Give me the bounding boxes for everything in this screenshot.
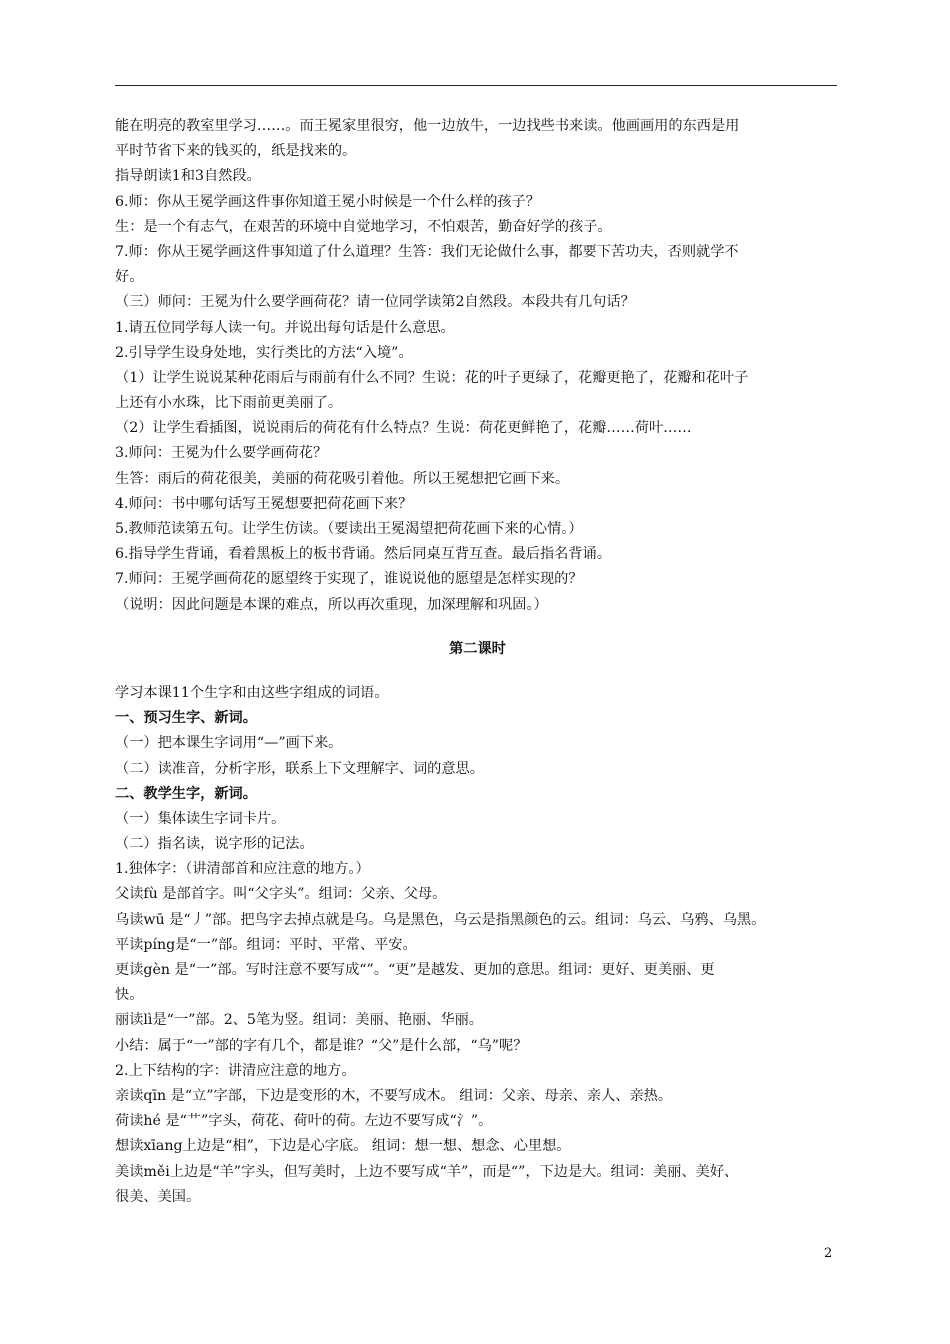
header-rule — [115, 85, 837, 86]
text-line: （一）集体读生字词卡片。 — [115, 810, 286, 827]
text-line: 3.师问：王冕为什么要学画荷花？ — [115, 445, 328, 462]
text-line: 丽读lì是“一”部。2、5笔为竖。组词：美丽、艳丽、华丽。 — [115, 1012, 483, 1029]
text-line: 更读gèn 是“一”部。写时注意不要写成“”。“更”是越发、更加的意思。组词：更好、更美丽、更 — [115, 962, 715, 978]
text-line: 4.师问：书中哪句话写王冕想要把荷花画下来？ — [115, 495, 413, 512]
step-heading: 一、预习生字、新词。 — [115, 710, 257, 727]
text-line: 荷读hé 是“艹”字头，荷花、荷叶的荷。左边不要写成“氵”。 — [115, 1113, 493, 1130]
text-line: 6.师：你从王冕学画这件事你知道王冕小时候是一个什么样的孩子？ — [115, 193, 540, 210]
text-line: （2）让学生看插图，说说雨后的荷花有什么特点？生说：荷花更鲜艳了，花瓣……荷叶…… — [115, 420, 692, 437]
text-line: 快。 — [115, 987, 144, 1004]
text-line: 美读měi上边是“羊”字头，但写美时，上边不要写成“羊”，而是“”，下边是大。组词：美丽、美好、 — [115, 1163, 739, 1180]
step-heading: 二、教学生字，新词。 — [115, 785, 257, 802]
document-body — [115, 114, 840, 1210]
text-line: 生答：雨后的荷花很美，美丽的荷花吸引着他。所以王冕想把它画下来。 — [115, 470, 570, 487]
text-line: 亲读qīn 是“立”字部，下边是变形的木，不要写成木。 组词：父亲、母亲、亲人、亲热。 — [115, 1087, 673, 1104]
text-line: 乌读wū 是“丿”部。把鸟字去掉点就是乌。乌是黑色，乌云是指黑颜色的云。组词：乌云、乌鸦、乌黑。 — [115, 911, 766, 928]
text-line: 父读fù 是部首字。叫“父字头”。组词：父亲、父母。 — [115, 886, 447, 903]
text-line: 2.上下结构的字：讲清应注意的地方。 — [115, 1062, 356, 1079]
section-heading: 第二课时 — [449, 640, 506, 657]
text-line: 生：是一个有志气，在艰苦的环境中自觉地学习，不怕艰苦，勤奋好学的孩子。 — [115, 218, 612, 235]
text-line: （二）读准音，分析字形，联系上下文理解字、词的意思。 — [115, 760, 484, 777]
text-line: 想读xīang上边是“相”，下边是心字底。 组词：想一想、想念、心里想。 — [115, 1138, 571, 1155]
text-line: 1.独体字：（讲清部首和应注意的地方。） — [115, 861, 370, 878]
text-line: （一）把本课生字词用“—”画下来。 — [115, 735, 343, 752]
text-line: 很美、美国。 — [115, 1188, 201, 1205]
text-line: （三）师问：王冕为什么要学画荷花？请一位同学读第2自然段。本段共有几句话？ — [115, 294, 635, 311]
page-number: 2 — [824, 1246, 833, 1261]
text-line: 能在明亮的教室里学习……。而王冕家里很穷，他一边放牛，一边找些书来读。他画画用的东西是用 — [115, 118, 740, 134]
text-line: 1.请五位同学每人读一句。并说出每句话是什么意思。 — [115, 319, 455, 336]
text-line: 5.教师范读第五句。让学生仿读。（要读出王冕渴望把荷花画下来的心情。） — [115, 521, 583, 537]
text-line: 平读píng是“一”部。组词：平时、平常、平安。 — [115, 936, 417, 953]
text-line: 7.师：你从王冕学画这件事知道了什么道理？生答：我们无论做什么事，都要下苦功夫，否则就学不 — [115, 243, 739, 260]
text-line: 学习本课11个生字和由这些字组成的词语。 — [115, 684, 389, 701]
text-line: 2.引导学生设身处地，实行类比的方法“入境”。 — [115, 344, 413, 361]
text-line: 上还有小水珠，比下雨前更美丽了。 — [115, 395, 343, 412]
text-line: （1）让学生说说某种花雨后与雨前有什么不同？生说：花的叶子更绿了，花瓣更艳了，花瓣和花叶子 — [115, 369, 749, 386]
text-line: 好。 — [115, 269, 144, 286]
text-line: 指导朗读1和3自然段。 — [115, 168, 261, 185]
text-line: 小结：属于“一”部的字有几个，都是谁？“父”是什么部，“乌”呢？ — [115, 1037, 528, 1054]
text-line: （二）指名读，说字形的记法。 — [115, 836, 314, 853]
text-line: （说明：因此问题是本课的难点，所以再次重现，加深理解和巩固。） — [115, 596, 548, 613]
text-line: 平时节省下来的钱买的，纸是找来的。 — [115, 143, 357, 160]
text-line: 6.指导学生背诵，看着黑板上的板书背诵。然后同桌互背互查。最后指名背诵。 — [115, 546, 611, 563]
text-line: 7.师问：王冕学画荷花的愿望终于实现了，谁说说他的愿望是怎样实现的？ — [115, 571, 583, 588]
